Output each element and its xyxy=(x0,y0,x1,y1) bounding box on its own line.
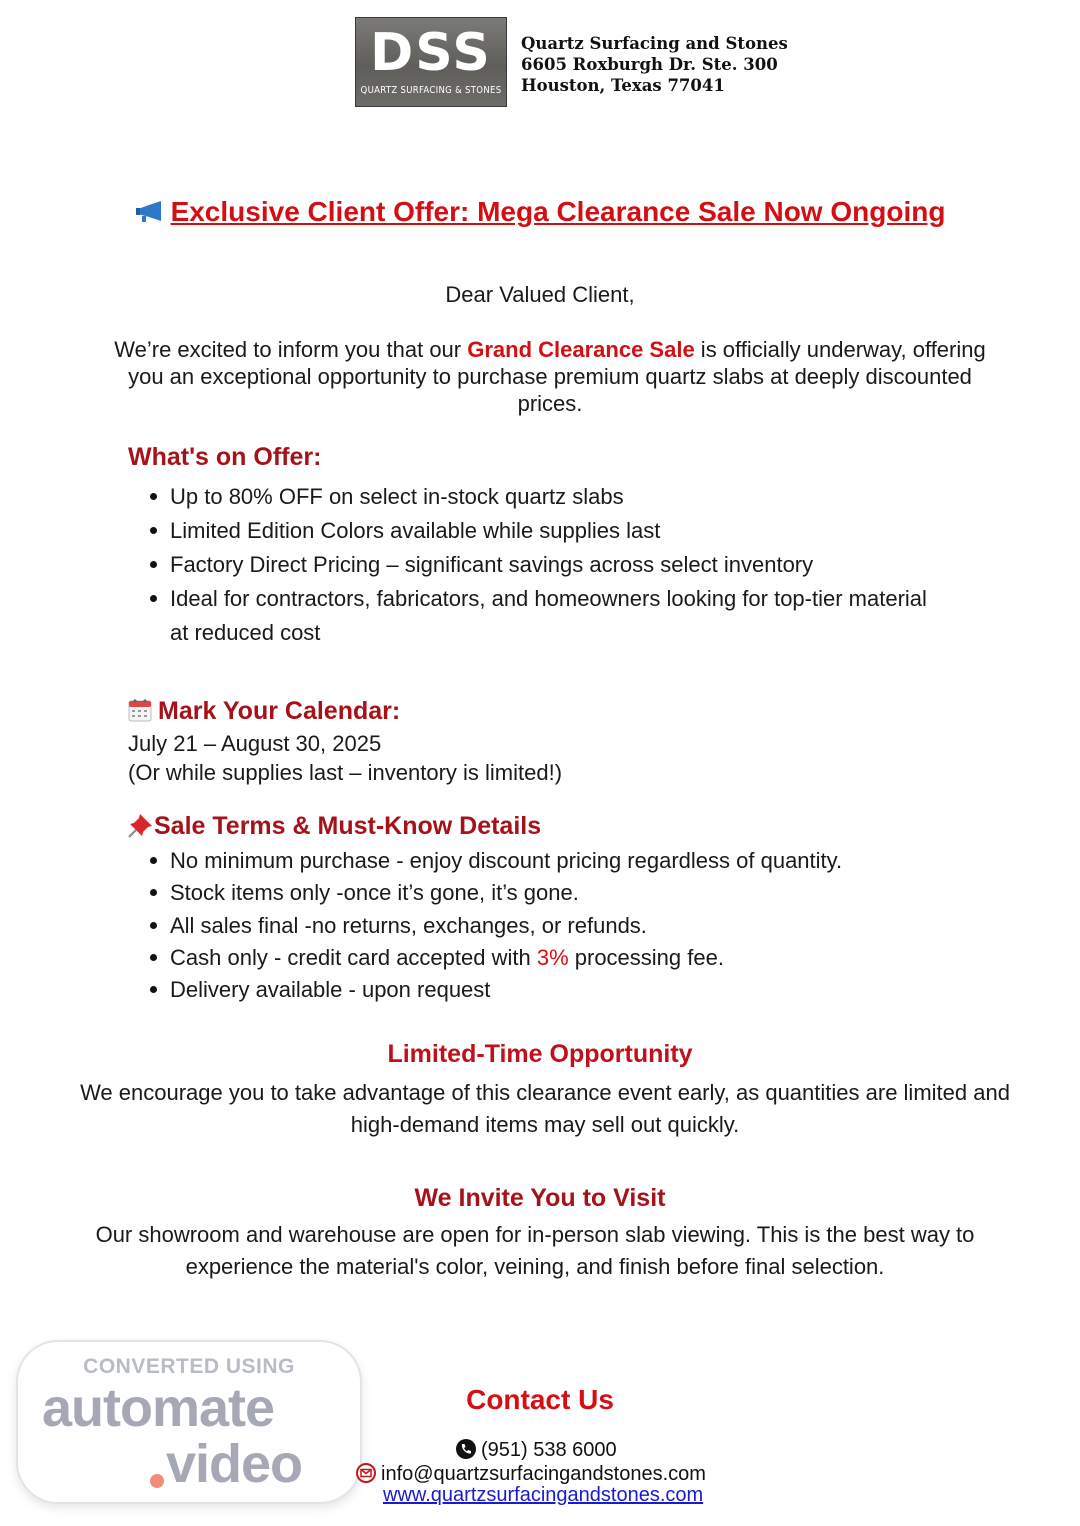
date-range: July 21 – August 30, 2025 xyxy=(128,731,382,756)
sale-dates xyxy=(128,729,562,787)
page-title xyxy=(0,196,1080,228)
phone-icon xyxy=(456,1439,476,1459)
intro-paragraph xyxy=(100,336,1000,417)
headline-text: Exclusive Client Offer: Mega Clearance Sale Now Ongoing xyxy=(170,196,946,227)
watermark-badge xyxy=(16,1340,362,1504)
fee-after: processing fee. xyxy=(568,944,724,970)
fee-before: Cash only - credit card accepted with xyxy=(170,944,537,970)
list-item: No minimum purchase - enjoy discount pricing regardless of quantity. xyxy=(128,845,968,877)
list-item: Factory Direct Pricing – significant savings across select inventory xyxy=(128,548,948,582)
list-item: Up to 80% OFF on select in-stock quartz slabs xyxy=(128,480,948,514)
logo-tagline: QUARTZ SURFACING & STONES xyxy=(360,85,502,96)
offer-heading: What's on Offer: xyxy=(128,443,322,471)
phone-line[interactable] xyxy=(456,1439,617,1462)
company-name: Quartz Surfacing and Stones xyxy=(521,34,788,53)
calendar-icon xyxy=(128,698,152,722)
email-line[interactable] xyxy=(356,1463,706,1486)
intro-before: We’re excited to inform you that our xyxy=(114,337,468,362)
date-note: (Or while supplies last – inventory is limited!) xyxy=(128,760,563,785)
megaphone-icon xyxy=(135,201,165,223)
limited-heading: Limited-Time Opportunity xyxy=(387,1040,693,1068)
email-address[interactable]: info@quartzsurfacingandstones.com xyxy=(381,1463,706,1485)
logo-letters: DSS xyxy=(370,23,492,83)
offer-list xyxy=(128,480,948,650)
greeting: Dear Valued Client, xyxy=(445,282,635,307)
watermark-dot xyxy=(150,1474,164,1488)
website-link[interactable]: www.quartzsurfacingandstones.com xyxy=(383,1484,704,1506)
calendar-heading xyxy=(128,697,400,726)
terms-list xyxy=(128,845,968,1006)
watermark-suffix: video xyxy=(166,1434,303,1494)
company-address xyxy=(521,33,788,96)
limited-body: We encourage you to take advantage of this clearance event early, as quantities are limited and high-demand items may sell out quickly. xyxy=(80,1080,1010,1137)
list-item: Limited Edition Colors available while supplies last xyxy=(128,514,948,548)
contact-heading: Contact Us xyxy=(466,1384,614,1415)
terms-heading-text: Sale Terms & Must-Know Details xyxy=(154,812,542,840)
visit-body: Our showroom and warehouse are open for in-person slab viewing. This is the best way to experience the material's color, veining, and finish before final selection. xyxy=(95,1222,975,1279)
list-item: All sales final -no returns, exchanges, or refunds. xyxy=(128,910,968,942)
terms-heading xyxy=(128,812,541,841)
address-street: 6605 Roxburgh Dr. Ste. 300 xyxy=(521,55,778,74)
company-logo xyxy=(355,17,507,107)
address-city: Houston, Texas 77041 xyxy=(521,76,725,95)
watermark-caption: CONVERTED USING xyxy=(83,1355,295,1378)
list-item: Stock items only -once it’s gone, it’s gone. xyxy=(128,877,968,909)
calendar-heading-text: Mark Your Calendar: xyxy=(158,697,401,725)
list-item: Ideal for contractors, fabricators, and homeowners looking for top-tier material at reduced cost xyxy=(128,582,948,650)
fee-value: 3% xyxy=(536,944,569,970)
watermark-brand: automate xyxy=(42,1378,275,1438)
intro-highlight: Grand Clearance Sale xyxy=(467,337,695,362)
phone-number[interactable]: (951) 538 6000 xyxy=(481,1439,617,1461)
visit-heading: We Invite You to Visit xyxy=(414,1184,666,1212)
pushpin-icon xyxy=(128,812,154,838)
list-item: Delivery available - upon request xyxy=(128,974,968,1006)
list-item xyxy=(128,942,968,974)
intro-after: is officially underway, offering you an exceptional opportunity to purchase premium quartz slabs at deeply discounted prices. xyxy=(128,337,986,416)
email-icon xyxy=(356,1463,376,1483)
